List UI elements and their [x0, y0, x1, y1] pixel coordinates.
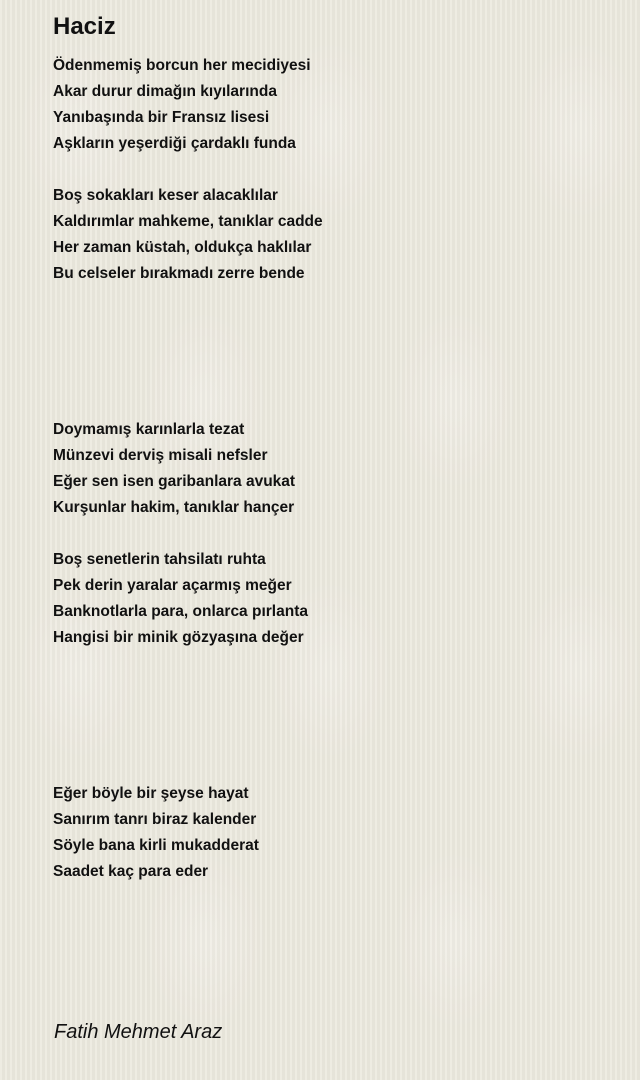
stanza-spacer	[53, 651, 613, 781]
poem-title: Haciz	[53, 13, 116, 40]
poem-line: Akar durur dimağın kıyılarında	[53, 83, 277, 100]
poem-line: Söyle bana kirli mukadderat	[53, 837, 259, 854]
poem-line: Yanıbaşında bir Fransız lisesi	[53, 109, 270, 126]
poem-author: Fatih Mehmet Araz	[54, 1021, 223, 1043]
poem-body	[53, 53, 613, 885]
poem-line: Eğer böyle bir şeyse hayat	[53, 785, 249, 802]
stanza-1	[53, 53, 613, 157]
poem-line: Her zaman küstah, oldukça haklılar	[53, 239, 312, 256]
stanza-spacer	[53, 157, 613, 183]
stanza-spacer	[53, 287, 613, 417]
poem-line: Doymamış karınlarla tezat	[53, 421, 245, 438]
poem-line: Banknotlarla para, onlarca pırlanta	[53, 603, 308, 620]
poem-line: Sanırım tanrı biraz kalender	[53, 811, 257, 828]
poem-line: Eğer sen isen garibanlara avukat	[53, 473, 296, 490]
poem-line: Bu celseler bırakmadı zerre bende	[53, 265, 305, 282]
poem-line: Kaldırımlar mahkeme, tanıklar cadde	[53, 213, 323, 230]
poem-line: Saadet kaç para eder	[53, 863, 209, 880]
poem-line: Pek derin yaralar açarmış meğer	[53, 577, 292, 594]
poem-line: Aşkların yeşerdiği çardaklı funda	[53, 135, 296, 152]
poem-line: Boş senetlerin tahsilatı ruhta	[53, 551, 266, 568]
stanza-5	[53, 781, 613, 885]
stanza-4	[53, 547, 613, 651]
poem-line: Ödenmemiş borcun her mecidiyesi	[53, 57, 311, 74]
stanza-3	[53, 417, 613, 521]
stanza-spacer	[53, 521, 613, 547]
poem-line: Münzevi derviş misali nefsler	[53, 447, 268, 464]
poem-line: Kurşunlar hakim, tanıklar hançer	[53, 499, 295, 516]
poem-line: Hangisi bir minik gözyaşına değer	[53, 629, 304, 646]
poem-line: Boş sokakları keser alacaklılar	[53, 187, 278, 204]
stanza-2	[53, 183, 613, 287]
